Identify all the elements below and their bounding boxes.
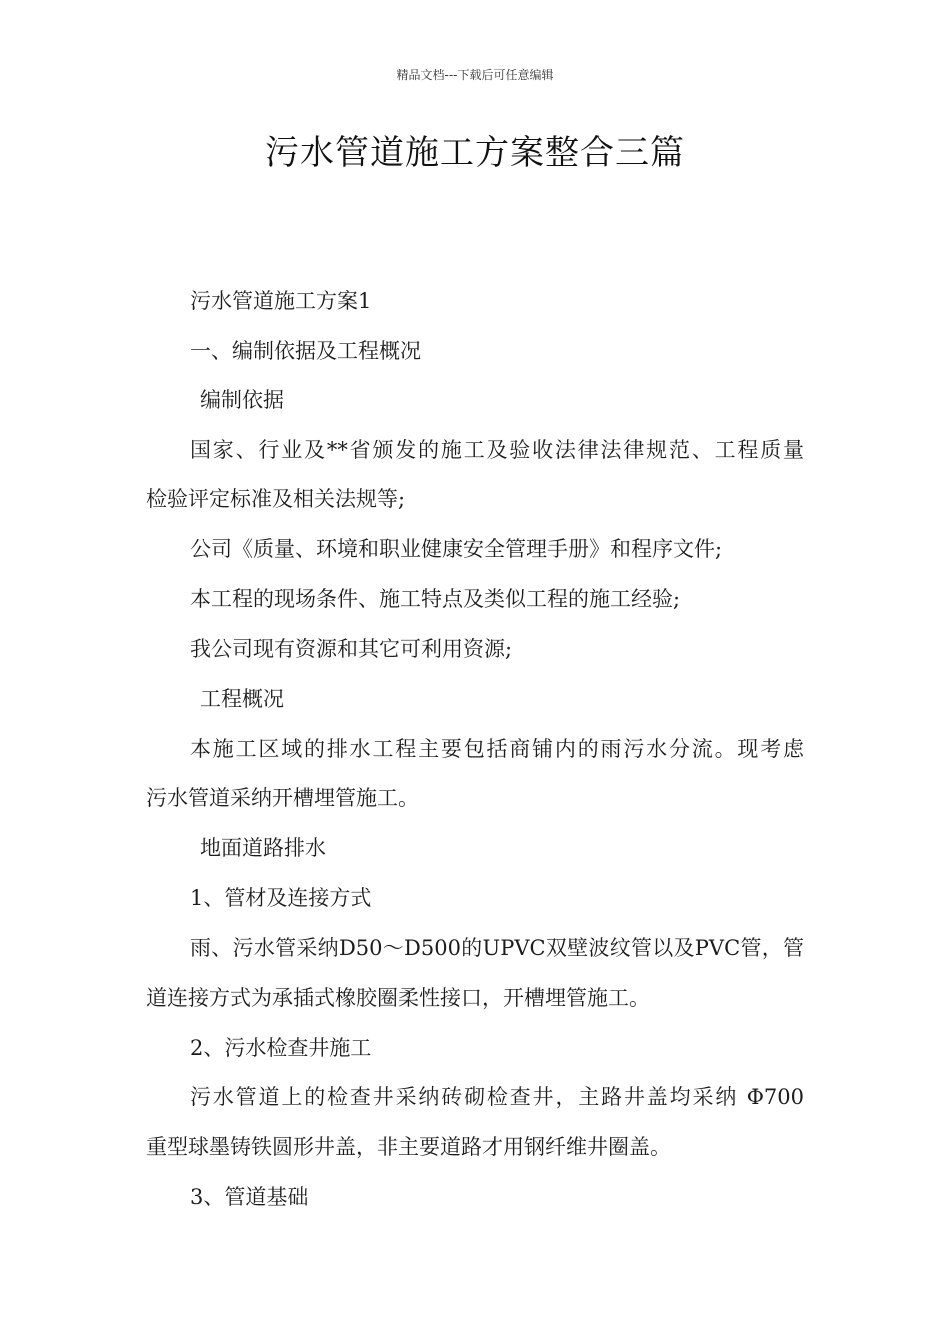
paragraph-line: 污水管道上的检查井采纳砖砌检查井，主路井盖均采纳 Φ700 xyxy=(190,1085,804,1109)
page-header-note: 精品文档---下载后可任意编辑 xyxy=(396,68,554,82)
paragraph-line: 本施工区域的排水工程主要包括商铺内的雨污水分流。现考虑 xyxy=(190,737,804,761)
paragraph-line: 国家、行业及**省颁发的施工及验收法律法律规范、工程质量 xyxy=(190,438,804,462)
paragraph-line: 道连接方式为承插式橡胶圈柔性接口，开槽埋管施工。 xyxy=(146,986,650,1010)
subsection-heading: 工程概况 xyxy=(200,687,284,711)
section-heading: 污水管道施工方案1 xyxy=(190,289,372,313)
section-heading: 1、管材及连接方式 xyxy=(190,886,372,910)
document-title: 污水管道施工方案整合三篇 xyxy=(265,133,685,173)
subsection-heading: 编制依据 xyxy=(200,388,284,412)
paragraph-line: 我公司现有资源和其它可利用资源; xyxy=(190,637,513,661)
paragraph-line: 重型球墨铸铁圆形井盖，非主要道路才用钢纤维井圈盖。 xyxy=(146,1135,671,1159)
section-heading: 一、编制依据及工程概况 xyxy=(190,339,421,363)
paragraph-line: 雨、污水管采纳D50～D500的UPVC双壁波纹管以及PVC管，管 xyxy=(190,936,804,960)
subsection-heading: 地面道路排水 xyxy=(200,836,326,860)
section-heading: 3、管道基础 xyxy=(190,1185,309,1209)
paragraph-line: 公司《质量、环境和职业健康安全管理手册》和程序文件; xyxy=(190,537,723,561)
paragraph-line: 污水管道采纳开槽埋管施工。 xyxy=(146,786,419,810)
section-heading: 2、污水检查井施工 xyxy=(190,1036,372,1060)
paragraph-line: 检验评定标准及相关法规等; xyxy=(146,487,406,511)
paragraph-line: 本工程的现场条件、施工特点及类似工程的施工经验; xyxy=(190,587,681,611)
